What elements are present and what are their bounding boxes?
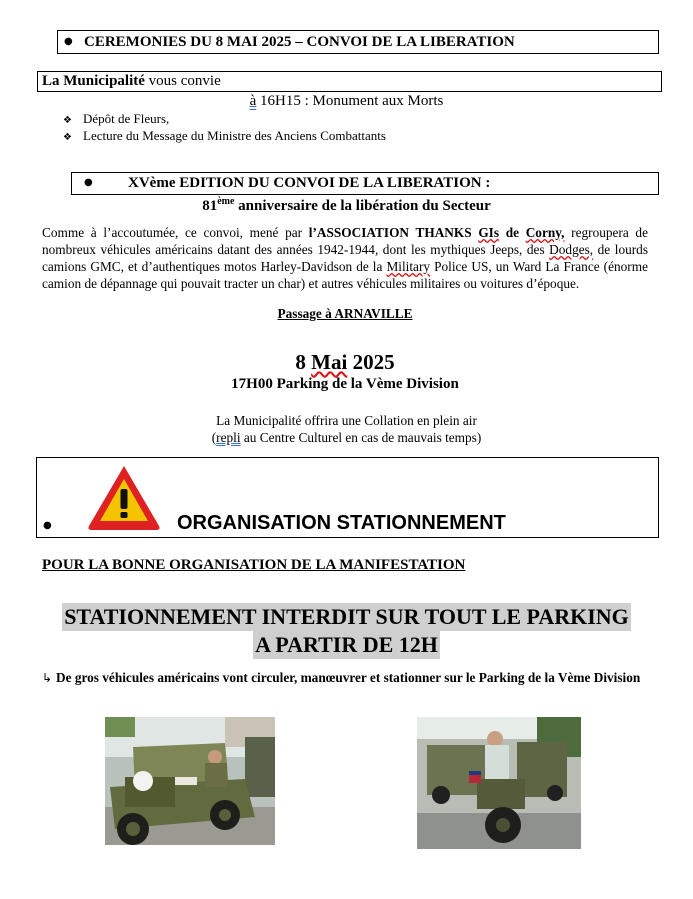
motorcycle-photo (417, 717, 581, 849)
repli-line (0, 430, 693, 446)
parking-ban-banner (0, 603, 693, 659)
organisation-header: ORGANISATION STATIONNEMENT (177, 512, 506, 534)
event-date (0, 350, 690, 375)
list-item (63, 128, 386, 145)
list-item-text: Lecture du Message du Ministre des Anciens Combattants (83, 128, 386, 143)
list-item-text: Dépôt de Fleurs, (83, 111, 170, 126)
ban-line-1: STATIONNEMENT INTERDIT SUR TOUT LE PARKING (64, 604, 629, 629)
para-military: Military (386, 259, 431, 274)
ban-line-2: A PARTIR DE 12H (255, 632, 438, 657)
municipalite-rest: vous convie (144, 73, 221, 89)
para-corny: Corny, (525, 225, 565, 240)
anniversary-line (0, 196, 693, 215)
para-dodges: Dodges, (549, 242, 594, 257)
anniv-sup: ème (217, 196, 235, 207)
municipalite-box (37, 71, 662, 92)
bullet-icon: ● (43, 520, 52, 531)
ceremony-header-box (57, 30, 659, 54)
date-post: 2025 (347, 350, 395, 374)
bullet-icon: ● (84, 177, 93, 188)
convoy-header-box (71, 172, 659, 195)
list-item (63, 111, 386, 128)
ceremony-list (63, 111, 386, 145)
para-text: Comme à l’accoutumée, ce convoi, mené par (42, 225, 309, 240)
convoy-header: XVème EDITION DU CONVOI DE LA LIBERATION : (128, 175, 491, 191)
warning-triangle-icon (85, 462, 163, 532)
time-rest: 16H15 : Monument aux Morts (256, 93, 444, 109)
organisation-subheading: POUR LA BONNE ORGANISATION DE LA MANIFESTATION (42, 557, 466, 573)
para-text: Police US, un Ward La France (énorme camion de dépannage qui pouvait tracter un char) et autres véhicules militaires ou voitures d’époque. (42, 259, 648, 291)
repli-open: ( (211, 430, 217, 445)
anniv-rest: anniversaire de la libération du Secteur (234, 198, 491, 214)
para-text: regroupera de nombreux véhicules américains datant des années 1942-1944, dont les mythiques Jeeps, des (42, 225, 648, 257)
para-text: de lourds camions GMC, et d’authentiques motos Harley-Davidson de la (42, 242, 648, 274)
para-gis: GIs (478, 225, 500, 240)
municipalite-bold: La Municipalité (42, 73, 145, 89)
passage-line (0, 306, 690, 322)
collation-line: La Municipalité offrira une Collation en plein air (216, 413, 477, 428)
bullet-icon: ● (64, 36, 73, 47)
note-paragraph (42, 669, 653, 687)
time-prefix: à (249, 93, 257, 109)
event-time-place: 17H00 Parking de la Vème Division (231, 376, 459, 392)
note-text: De gros véhicules américains vont circuler, manœuvrer et stationner sur le Parking de la Vème Division (56, 670, 641, 685)
date-pre: 8 (295, 350, 312, 374)
repli-rest: au Centre Culturel en cas de mauvais temps) (240, 430, 482, 445)
convoy-paragraph (42, 224, 648, 292)
diamond-bullet-icon: ❖ (63, 115, 72, 126)
passage-text: Passage à ARNAVILLE (277, 306, 413, 321)
para-assoc: l’ASSOCIATION THANKS (308, 225, 479, 240)
jeep-photo (105, 717, 275, 845)
repli-word: repli (216, 430, 241, 445)
date-mai: Mai (311, 350, 348, 374)
municipalite-line (42, 73, 221, 90)
para-de: de (499, 225, 526, 240)
diamond-bullet-icon: ❖ (63, 132, 72, 143)
anniv-num: 81 (202, 198, 218, 214)
arrow-hook-icon: ↳ (42, 671, 53, 685)
ceremony-time (0, 93, 693, 110)
organisation-box (36, 457, 659, 538)
ceremony-header: CEREMONIES DU 8 MAI 2025 – CONVOI DE LA LIBERATION (84, 34, 515, 50)
